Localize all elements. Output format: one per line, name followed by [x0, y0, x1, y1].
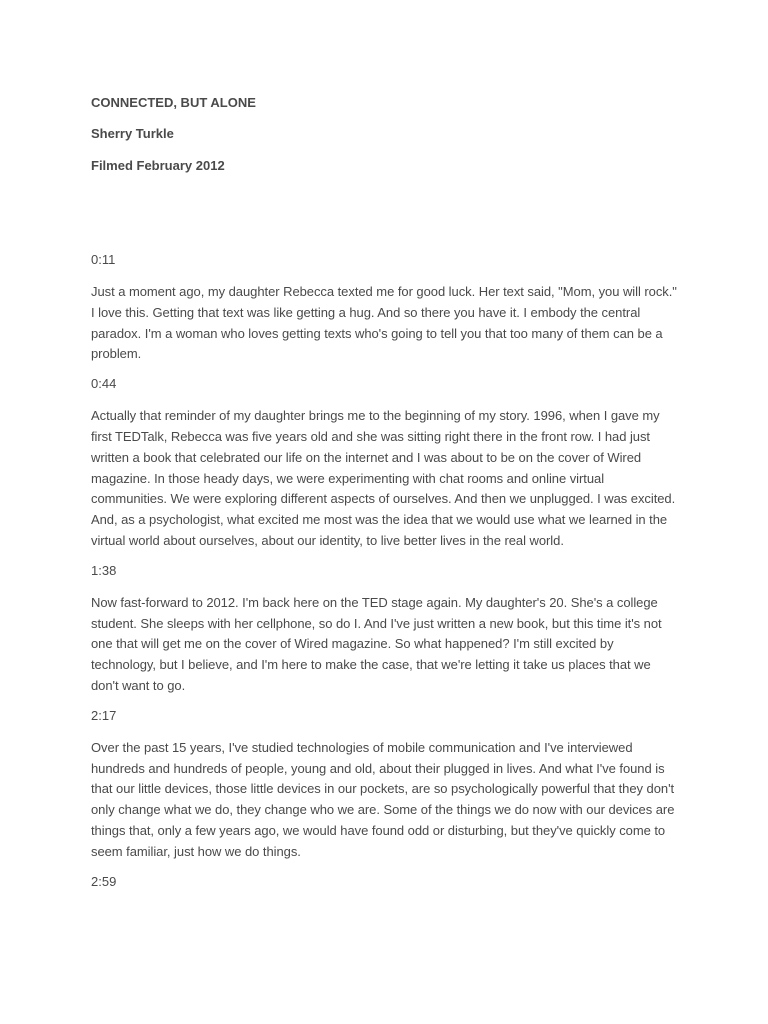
transcript-section-1	[91, 251, 681, 365]
talk-title: CONNECTED, BUT ALONE	[91, 95, 256, 110]
document-page	[91, 94, 681, 904]
transcript-section-4	[91, 707, 681, 863]
transcript-paragraph: Just a moment ago, my daughter Rebecca texted me for good luck. Her text said, "Mom, you will rock." I love this. Getting that text was like getting a hug. And so there you have it. I embody the central paradox. I'm a woman who loves getting texts who's going to tell you that too many of them can be a problem.	[91, 284, 677, 362]
speaker-name: Sherry Turkle	[91, 126, 174, 141]
header-spacer	[91, 175, 681, 251]
transcript-section-3	[91, 562, 681, 697]
transcript-paragraph: Actually that reminder of my daughter brings me to the beginning of my story. 1996, when I gave my first TEDTalk, Rebecca was five years old and she was sitting right there in the front row. I had just written a book that celebrated our life on the internet and I was about to be on the cover of Wired magazine. In those heady days, we were experimenting with chat rooms and online virtual communities. We were exploring different aspects of ourselves. And then we unplugged. I was excited. And, as a psychologist, what excited me most was the idea that we would use what we learned in the virtual world about ourselves, about our identity, to live better lives in the real world.	[91, 408, 676, 548]
filmed-date: Filmed February 2012	[91, 158, 225, 173]
timestamp: 2:17	[91, 707, 117, 723]
timestamp: 1:38	[91, 562, 117, 578]
transcript-paragraph: Now fast-forward to 2012. I'm back here on the TED stage again. My daughter's 20. She's a college student. She sleeps with her cellphone, so do I. And I've just written a new book, but this time it's not one that will get me on the cover of Wired magazine. So what happened? I'm still excited by technology, but I believe, and I'm here to make the case, that we're letting it take us places that we don't want to go.	[91, 594, 662, 693]
timestamp: 2:59	[91, 873, 117, 889]
transcript-paragraph: Over the past 15 years, I've studied technologies of mobile communication and I've interviewed hundreds and hundreds of people, young and old, about their plugged in lives. And what I've found is that our little devices, those little devices in our pockets, are so psychologically powerful that they don't only change what we do, they change who we are. Some of the things we do now with our devices are things that, only a few years ago, we would have found odd or disturbing, but they've quickly come to seem familiar, just how we do things.	[91, 739, 675, 859]
timestamp: 0:44	[91, 376, 117, 392]
timestamp: 0:11	[91, 252, 116, 267]
transcript-section-5	[91, 873, 681, 891]
transcript-section-2	[91, 375, 681, 552]
